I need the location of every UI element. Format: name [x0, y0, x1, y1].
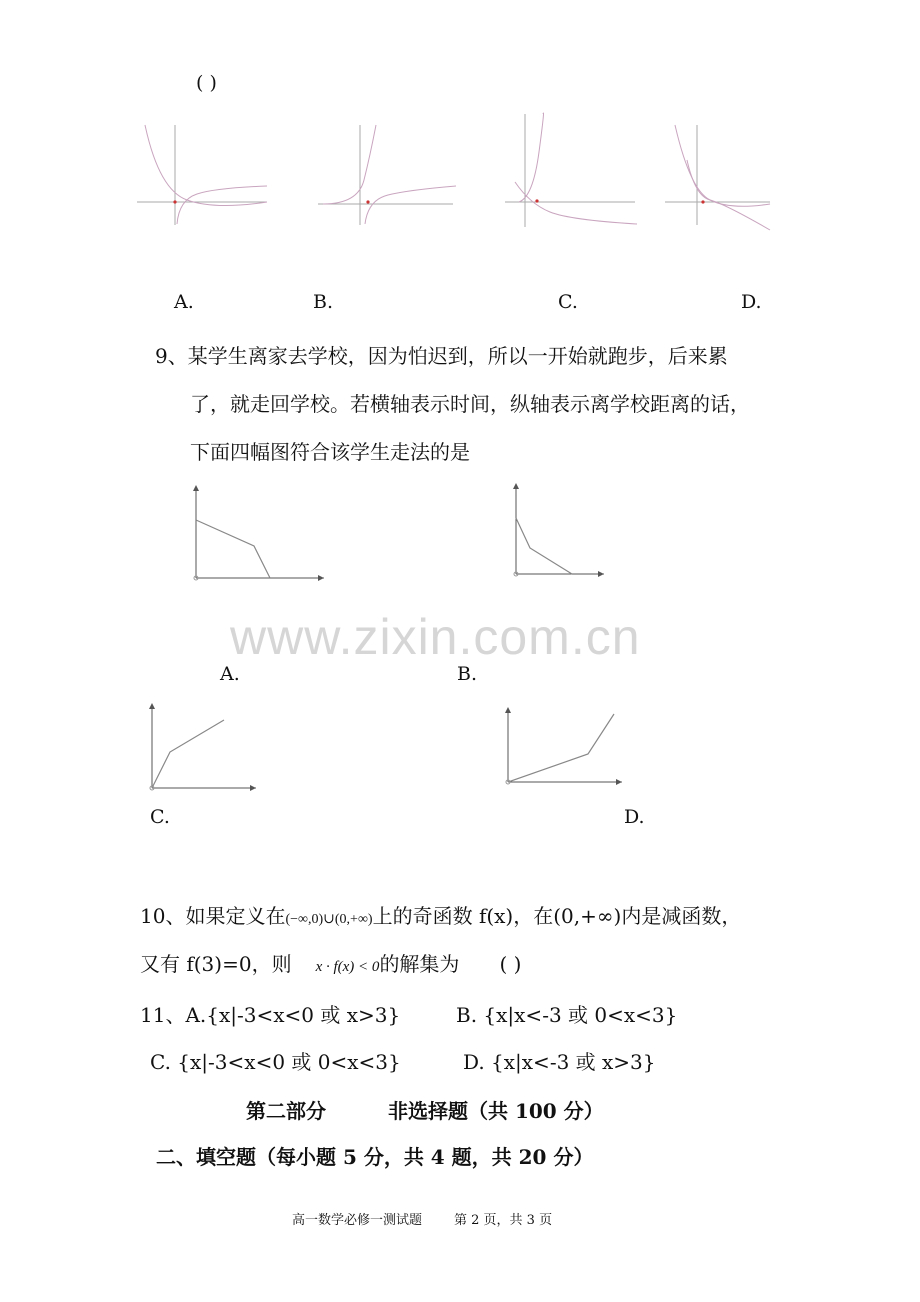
footer-title: 高一数学必修一测试题	[292, 1213, 423, 1228]
q11-option-a: 11、A.{x|-3<x<0 或 x>3}	[140, 1003, 401, 1027]
footer-page-number: 第 2 页，共 3 页	[454, 1213, 553, 1228]
q10-answer-paren: ( )	[499, 952, 522, 976]
part2-title: 第二部分	[246, 1099, 326, 1123]
q8-option-a: A.	[174, 291, 194, 313]
q10-line1-start: 10、如果定义在	[140, 904, 286, 928]
q9-graph-d	[502, 704, 627, 792]
q9-text-line1: 9、某学生离家去学校，因为怕迟到，所以一开始就跑步，后来累	[155, 344, 728, 368]
q10-line2-start: 又有 f(3)=0，则	[140, 952, 292, 976]
q8-graph-a	[137, 120, 272, 230]
q11-option-b: B. {x|x<-3 或 0<x<3}	[456, 1003, 678, 1027]
q10-line1	[140, 900, 741, 929]
q9-graph-a	[190, 482, 330, 587]
q10-line1-end: 上的奇函数 f(x)，在(0,+∞)内是减函数，	[372, 904, 742, 928]
section2-title: 二、填空题（每小题 5 分，共 4 题，共 20 分）	[156, 1145, 594, 1169]
q8-answer-paren: ( )	[196, 72, 217, 94]
q9-option-b: B.	[457, 663, 478, 685]
q8-graph-c	[505, 112, 640, 230]
q9-option-c: C.	[150, 806, 170, 828]
q8-graph-d	[665, 120, 775, 230]
q9-text-line3: 下面四幅图符合该学生走法的是	[190, 440, 470, 464]
q9-option-d: D.	[624, 806, 645, 828]
q10-inequality-expr: x · f(x) < 0	[315, 959, 380, 975]
q9-text-line2: 了，就走回学校。若横轴表示时间，纵轴表示离学校距离的话，	[190, 392, 750, 416]
q9-graph-b	[510, 482, 610, 582]
q11-option-d: D. {x|x<-3 或 x>3}	[463, 1050, 656, 1074]
q10-line2	[140, 948, 521, 977]
q11-option-c: C. {x|-3<x<0 或 0<x<3}	[150, 1050, 401, 1074]
q10-domain-expr: (−∞,0)∪(0,+∞)	[285, 912, 373, 927]
q8-option-c: C.	[558, 291, 578, 313]
q8-option-d: D.	[741, 291, 762, 313]
q8-option-b: B.	[313, 291, 334, 313]
q8-graph-b	[318, 120, 458, 230]
part2-subtitle: 非选择题（共 100 分）	[388, 1099, 604, 1123]
q9-graph-c	[146, 700, 261, 795]
q10-line2-end: 的解集为	[379, 952, 460, 976]
watermark: www.zixin.com.cn	[230, 609, 641, 665]
q9-option-a: A.	[220, 663, 240, 685]
